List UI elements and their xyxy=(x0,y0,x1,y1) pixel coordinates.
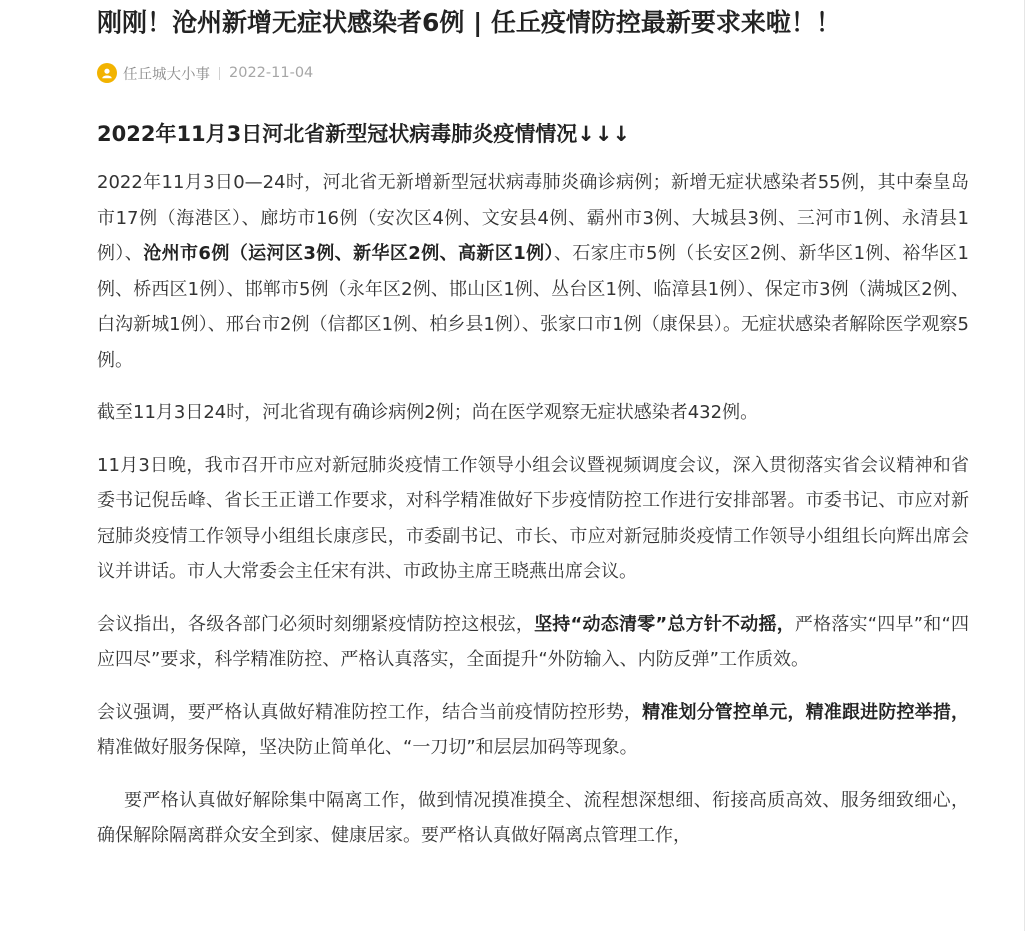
paragraph-text: 精准做好服务保障，坚决防止简单化、“一刀切”和层层加码等现象。 xyxy=(97,737,638,758)
article-content xyxy=(97,0,969,854)
meta-divider xyxy=(219,67,220,80)
publish-date: 2022-11-04 xyxy=(229,65,314,81)
paragraph-bold-text: 精准划分管控单元，精准跟进防控举措， xyxy=(642,701,970,723)
paragraph-meeting-emphasis xyxy=(97,695,969,766)
paragraph-meeting-points xyxy=(97,607,969,678)
paragraph-text: 会议指出，各级各部门必须时刻绷紧疫情防控这根弦， xyxy=(97,613,535,635)
paragraph-bold-text: 坚持“动态清零”总方针不动摇， xyxy=(534,613,795,635)
paragraph-quarantine: 要严格认真做好解除集中隔离工作，做到情况摸准摸全、流程想深想细、衔接高质高效、服务细致细心，确保解除隔离群众安全到家、健康居家。要严格认真做好隔离点管理工作， xyxy=(97,789,969,846)
paragraph-text: 2022年11月3日0—24时，河北省无新增新型冠状病毒肺炎确诊病例；新增无症状感染者55例，其中秦皇岛市17例（海港区）、廊坊市16例（安次区4例、文安县4例、霸州市3例、大城县3例、三河市1例、永清县1例）、 xyxy=(97,172,969,264)
author-avatar-icon[interactable] xyxy=(97,63,117,83)
paragraph-current-cases: 截至11月3日24时，河北省现有确诊病例2例；尚在医学观察无症状感染者432例。 xyxy=(97,402,759,423)
paragraph-text: 严格落实“四早”和“四应四尽”要求，科学精准防控、严格认真落实，全面提升“外防输入、内防反弹”工作质效。 xyxy=(97,613,969,670)
paragraph-meeting: 11月3日晚，我市召开市应对新冠肺炎疫情工作领导小组会议暨视频调度会议，深入贯彻落实省会议精神和省委书记倪岳峰、省长王正谱工作要求，对科学精准做好下步疫情防控工作进行安排部署。市委书记、市应对新冠肺炎疫情工作领导小组组长康彦民，市委副书记、市长、市应对新冠肺炎疫情工作领导小组组长向辉出席会议并讲话。市人大常委会主任宋有洪、市政协主席王晓燕出席会议。 xyxy=(97,454,969,582)
section-heading: 2022年11月3日河北省新型冠状病毒肺炎疫情情况↓↓↓ xyxy=(97,122,631,146)
author-name[interactable]: 任丘城大小事 xyxy=(123,66,210,83)
article-title: 刚刚！沧州新增无症状感染者6例 | 任丘疫情防控最新要求来啦！！ xyxy=(97,8,841,37)
paragraph-text: 会议强调，要严格认真做好精准防控工作，结合当前疫情防控形势， xyxy=(97,701,643,723)
paragraph-provincial-cases xyxy=(97,165,969,378)
paragraph-text: 、石家庄市5例（长安区2例、新华区1例、裕华区1例、桥西区1例）、邯郸市5例（永年区2例、邯山区1例、丛台区1例、临漳县1例）、保定市3例（满城区2例、白沟新城1例）、邢台市2例（信都区1例、柏乡县1例）、张家口市1例（康保县）。无症状感染者解除医学观察5例。 xyxy=(97,243,969,371)
paragraph-bold-text: 沧州市6例（运河区3例、新华区2例、高新区1例） xyxy=(143,243,554,264)
article-meta xyxy=(97,60,969,86)
